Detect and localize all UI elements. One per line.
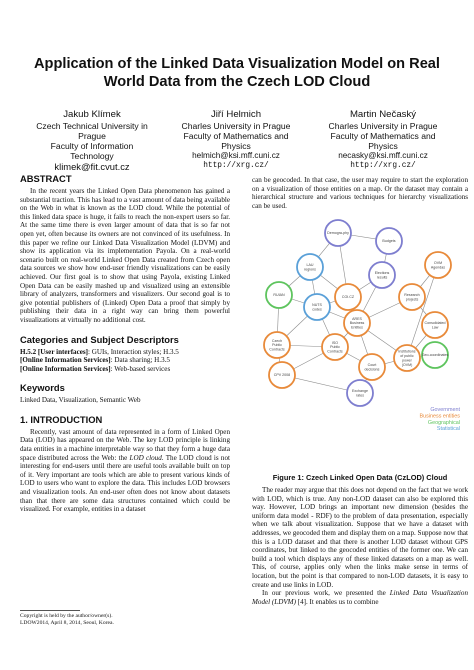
author-url[interactable]: http://xrg.cz/ <box>350 162 416 170</box>
keywords-heading: Keywords <box>20 382 65 394</box>
introduction-text <box>20 428 230 514</box>
affiliation-line: Physics <box>368 141 398 151</box>
affiliation-line: Technology <box>70 151 114 161</box>
dataset-node-label: Institutions of public power (OVM) <box>398 349 416 367</box>
figure-nodes <box>264 220 451 406</box>
category-code: [Online Information Services] <box>20 356 111 365</box>
author-email[interactable]: klimek@fit.cvut.cz <box>54 161 130 172</box>
dataset-node-label: ISO Public Contracts <box>327 340 343 354</box>
czlod-cloud-figure <box>252 215 468 469</box>
dataset-node-label: OVM Agendas <box>430 261 446 270</box>
copyright-notice <box>20 613 230 627</box>
dataset-node-label: Research projects <box>404 293 420 302</box>
text-part: In our previous work, we presented the <box>262 589 390 598</box>
legend-entry: Geographical <box>427 419 460 426</box>
affiliation-line: Charles University in Prague <box>181 121 291 131</box>
right-column-bottom <box>252 486 468 606</box>
category-desc: : GUIs, Interaction styles; H.3.5 <box>88 347 179 356</box>
affiliation-line: Charles University in Prague <box>328 121 438 131</box>
categories-heading: Categories and Subject Descriptors <box>20 333 179 345</box>
author-url[interactable]: http://xrg.cz/ <box>203 162 269 170</box>
affiliation-line: Prague <box>78 131 106 141</box>
legend-entry: Statistical <box>436 426 460 433</box>
copyright-line: LDOW2014, April 8, 2014, Seoul, Korea. <box>20 620 114 626</box>
legend-entry: Business entities <box>419 413 460 420</box>
copyright-line: Copyright is held by the author/owner(s). <box>20 613 113 619</box>
intro-italic: LOD cloud <box>129 453 162 462</box>
category-desc: : Data sharing; H.3.5 <box>110 356 170 365</box>
figure-legend <box>420 407 461 432</box>
intro-text-part: Recently, vast amount of data represented in a form of Linked Open Data (LOD) has appeared on the Web. The key LOD principle is linking data entities in a machine interpretable way so that they form a huge data space distributed across the Web: the <box>20 427 230 462</box>
author-block-2 <box>166 109 306 171</box>
right-column-paragraph: can be geocoded. In that case, the user may require to start the exploration on a visualization of those entities on a map. Or the dataset may contain a hierarchical structure and various techniques for hierarchy visualizations can be used. <box>252 176 468 210</box>
footnote-rule <box>20 610 80 611</box>
author-block-3 <box>310 109 456 171</box>
abstract-heading: ABSTRACT <box>20 173 72 184</box>
dataset-node-label: LAU regions <box>304 263 316 272</box>
dataset-node-label: Demogra-phy <box>327 231 349 236</box>
text-part: [4]. It enables us to combine <box>295 597 379 606</box>
abstract-text: In the recent years the Linked Open Data phenomenon has gained a substantial traction. This has lead to a vast amount of data being available on the Web in what is known as the LOD cloud. While the potential of this linked data space is huge, it fails to reach the non-expert users so far. At the same time there is even larger amount of data that is so far not open yet, often because its owners are not convinced of its usefulness. In this paper we refine our Linked Data Visualization Model (LDVM) and show its application via its implementation Payola. On a real-world scenario built on real-world Linked Open Data created from Czech open data sources we show how end-user friendly visualizations can be easily achieved. Our first goal is to show that using Payola, existing Linked Open Data can be easily mashed up and visualized using an extensible library of analyzers, transformers and visualizers. Our second goal is to give potential publishers of (Linked) Open Data a proof that simply by publishing their data in a right way can bring them powerful visualizations at virtually no additional cost. <box>20 187 230 324</box>
introduction-heading: 1. INTRODUCTION <box>20 413 103 425</box>
left-column <box>20 173 230 514</box>
categories-text <box>20 348 230 374</box>
dataset-node-label: COI.CZ <box>341 295 355 300</box>
dataset-node-label: NUTS codes <box>312 303 322 312</box>
right-column-paragraph: The reader may argue that this does not depend on the fact that we work with LOD, which is true. Any non-LOD dataset can also be explored this way. However, LOD brings an important new dimension (besides the uniform data model - RDF) to the problem of data presentation, especially when we talk about visualization. Suppose that we have a dataset with addresses, we geocoded them and display them on a map. Suppose now that this is a LOD dataset and that there is another LOD dataset without GPS coordinates, but linked to the geocoded entities of the former one. We can build a tool which displays any of these linked datasets on a map as well. This, of course, applies only when the links make sense in terms of location, but the point is that compared to non-LOD datasets, it is easy to create and use links in LOD. <box>252 486 468 589</box>
right-column-paragraph <box>252 589 468 606</box>
intro-text-part: . The LOD cloud is not interesting for end-users until there are useful tools available built on top of it. Very important are tools which are able to present various kinds of LOD to users who want to explore the data. This includes LOD browsers and visualization tools. An end-user often does not know about datasets than that there are some data structures contained which could be visualized. For example, entities in a dataset <box>20 453 230 514</box>
author-block-1 <box>22 109 162 173</box>
affiliation-line: Faculty of Information <box>50 141 134 151</box>
affiliation-line: Faculty of Mathematics and <box>330 131 436 141</box>
author-name: Jiří Helmich <box>210 109 262 120</box>
category-desc: : Web-based services <box>110 364 171 373</box>
author-name: Jakub Klímek <box>63 109 121 120</box>
dataset-node-label: Elections results <box>374 271 390 280</box>
dataset-node-label: Exchange rates <box>352 389 368 398</box>
italic-text: Linked Data Visualization Model (LDVM) <box>252 589 468 606</box>
dataset-node-label: RUIAN <box>273 293 285 298</box>
dataset-node-label: CPV 2008 <box>273 373 291 378</box>
dataset-node-label: Geo-coordinates <box>421 353 449 358</box>
figure-caption: Figure 1: Czech Linked Open Data (CzLOD) Cloud <box>272 473 448 482</box>
dataset-node-label: Budgets <box>382 239 396 244</box>
dataset-node-label: ARES Business Entities <box>349 316 365 330</box>
affiliation-line: Faculty of Mathematics and <box>183 131 289 141</box>
keywords-text: Linked Data, Visualization, Semantic Web <box>20 396 141 405</box>
category-code: [Online Information Services] <box>20 364 111 373</box>
paper-title: Application of the Linked Data Visualization Model on Real World Data from the Czech LOD Cloud <box>34 56 440 90</box>
affiliation-line: Physics <box>221 141 251 151</box>
dataset-node-label: Consolidated Law <box>424 321 446 330</box>
legend-entry: Government <box>430 407 460 413</box>
dataset-node-label: Court decisions <box>364 363 380 372</box>
author-email[interactable]: necasky@ksi.mff.cuni.cz <box>338 151 428 160</box>
author-name: Martin Nečaský <box>349 109 417 120</box>
right-column-top <box>252 176 468 210</box>
dataset-node-label: Czech Public Contracts <box>269 338 285 352</box>
affiliation-line: Czech Technical University in <box>36 121 148 131</box>
category-code: H.5.2 [User interfaces] <box>20 347 89 356</box>
author-email[interactable]: helmich@ksi.mff.cuni.cz <box>192 151 280 160</box>
